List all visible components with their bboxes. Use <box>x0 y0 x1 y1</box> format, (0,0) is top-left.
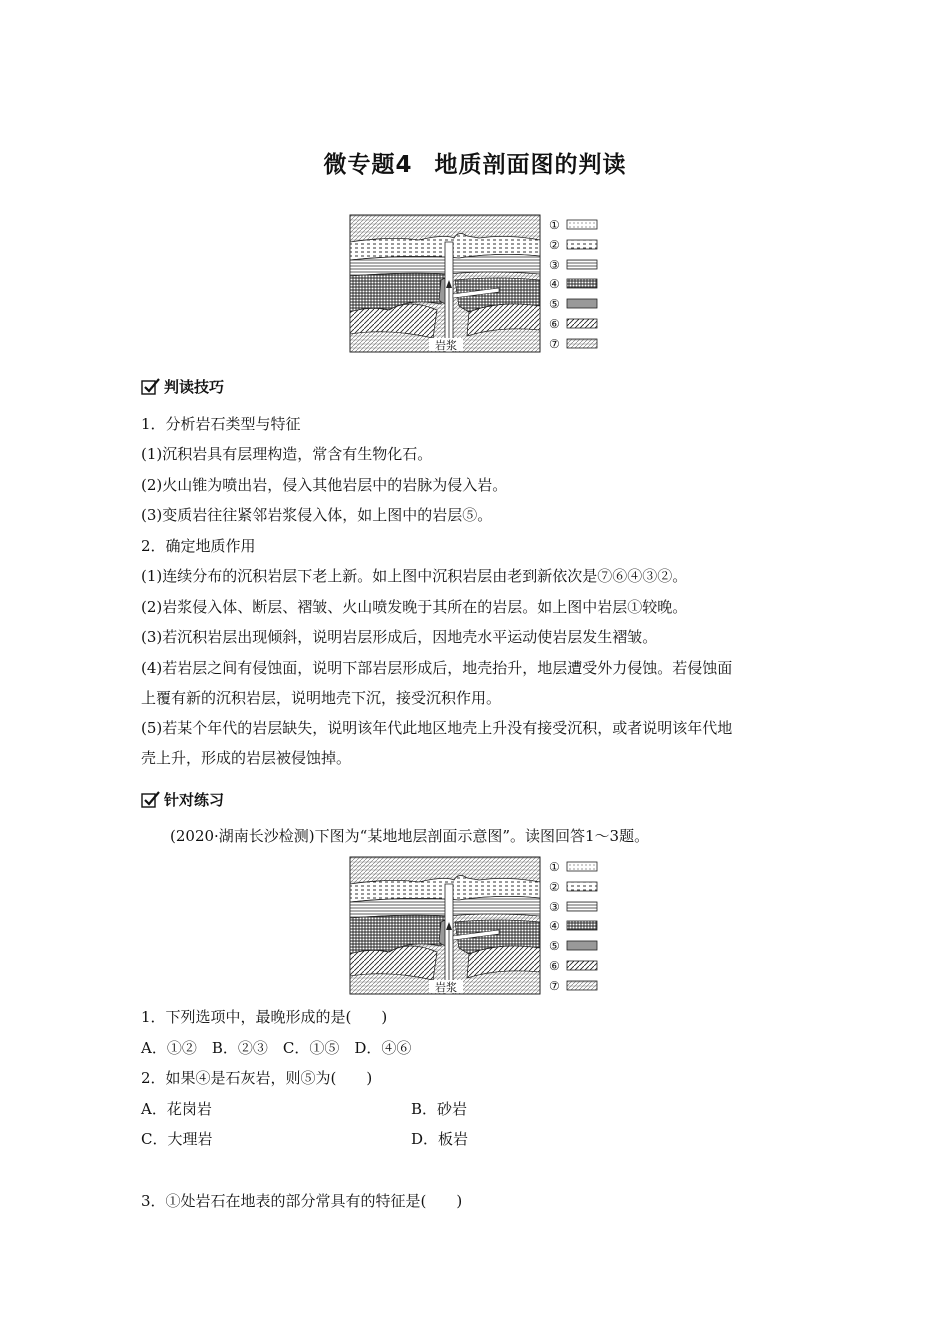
checkbox-checked-icon <box>141 791 161 809</box>
legend-label-5: ⑤ <box>549 939 560 953</box>
legend-label-7: ⑦ <box>549 979 560 993</box>
legend-label-2: ② <box>549 238 560 252</box>
tip-line: (1)连续分布的沉积岩层下老上新。如上图中沉积岩层由老到新依次是⑦⑥④③②。 <box>141 567 688 585</box>
tip-line: (1)沉积岩具有层理构造，常含有生物化石。 <box>141 445 433 463</box>
cross-section-diagram <box>350 857 540 994</box>
tip-line: 2．确定地质作用 <box>141 537 256 555</box>
geologic-section-figure <box>349 856 609 1000</box>
legend-label-7: ⑦ <box>549 337 560 351</box>
question-2-option-a: A．花岗岩 <box>141 1100 212 1118</box>
tip-line: (2)岩浆侵入体、断层、褶皱、火山喷发晚于其所在的岩层。如上图中岩层①较晚。 <box>141 598 688 616</box>
tip-line: (4)若岩层之间有侵蚀面，说明下部岩层形成后，地壳抬升，地层遭受外力侵蚀。若侵蚀面 <box>141 659 733 677</box>
geologic-section-figure <box>349 214 609 358</box>
tip-line: (2)火山锥为喷出岩，侵入其他岩层中的岩脉为侵入岩。 <box>141 476 508 494</box>
magma-label: 岩浆 <box>435 339 457 352</box>
legend <box>549 860 597 993</box>
legend-label-3: ③ <box>549 258 560 272</box>
checkbox-checked-icon <box>141 378 161 396</box>
section-heading-tips: 判读技巧 <box>141 376 224 397</box>
legend-label-1: ① <box>549 218 560 232</box>
question-2-option-b: B．砂岩 <box>411 1100 468 1118</box>
tip-line: 上覆有新的沉积岩层，说明地壳下沉，接受沉积作用。 <box>141 689 502 707</box>
legend-label-6: ⑥ <box>549 317 560 331</box>
legend-label-3: ③ <box>549 900 560 914</box>
tip-line: (3)变质岩往往紧邻岩浆侵入体，如上图中的岩层⑤。 <box>141 506 493 524</box>
practice-intro: (2020·湖南长沙检测)下图为“某地地层剖面示意图”。读图回答1～3题。 <box>170 827 650 845</box>
question-1-stem: 1．下列选项中，最晚形成的是( ) <box>141 1008 388 1026</box>
legend <box>549 218 597 351</box>
legend-label-5: ⑤ <box>549 297 560 311</box>
tip-line: 1．分析岩石类型与特征 <box>141 415 301 433</box>
section-heading-practice: 针对练习 <box>141 789 224 810</box>
question-2-stem: 2．如果④是石灰岩，则⑤为( ) <box>141 1069 373 1087</box>
question-2-option-d: D．板岩 <box>411 1130 469 1148</box>
page-title: 微专题4 地质剖面图的判读 <box>323 152 627 178</box>
question-2-option-c: C．大理岩 <box>141 1130 213 1148</box>
legend-label-1: ① <box>549 860 560 874</box>
cross-section-diagram <box>350 215 540 352</box>
question-1-options: A．①② B．②③ C．①⑤ D．④⑥ <box>141 1039 412 1057</box>
legend-label-2: ② <box>549 880 560 894</box>
tip-line: (3)若沉积岩层出现倾斜，说明岩层形成后，因地壳水平运动使岩层发生褶皱。 <box>141 628 658 646</box>
legend-label-4: ④ <box>549 919 560 933</box>
legend-label-4: ④ <box>549 277 560 291</box>
magma-label: 岩浆 <box>435 981 457 994</box>
tip-line: (5)若某个年代的岩层缺失，说明该年代此地区地壳上升没有接受沉积，或者说明该年代地 <box>141 719 733 737</box>
legend-label-6: ⑥ <box>549 959 560 973</box>
question-3-stem: 3．①处岩石在地表的部分常具有的特征是( ) <box>141 1192 463 1210</box>
tip-line: 壳上升，形成的岩层被侵蚀掉。 <box>141 749 352 767</box>
